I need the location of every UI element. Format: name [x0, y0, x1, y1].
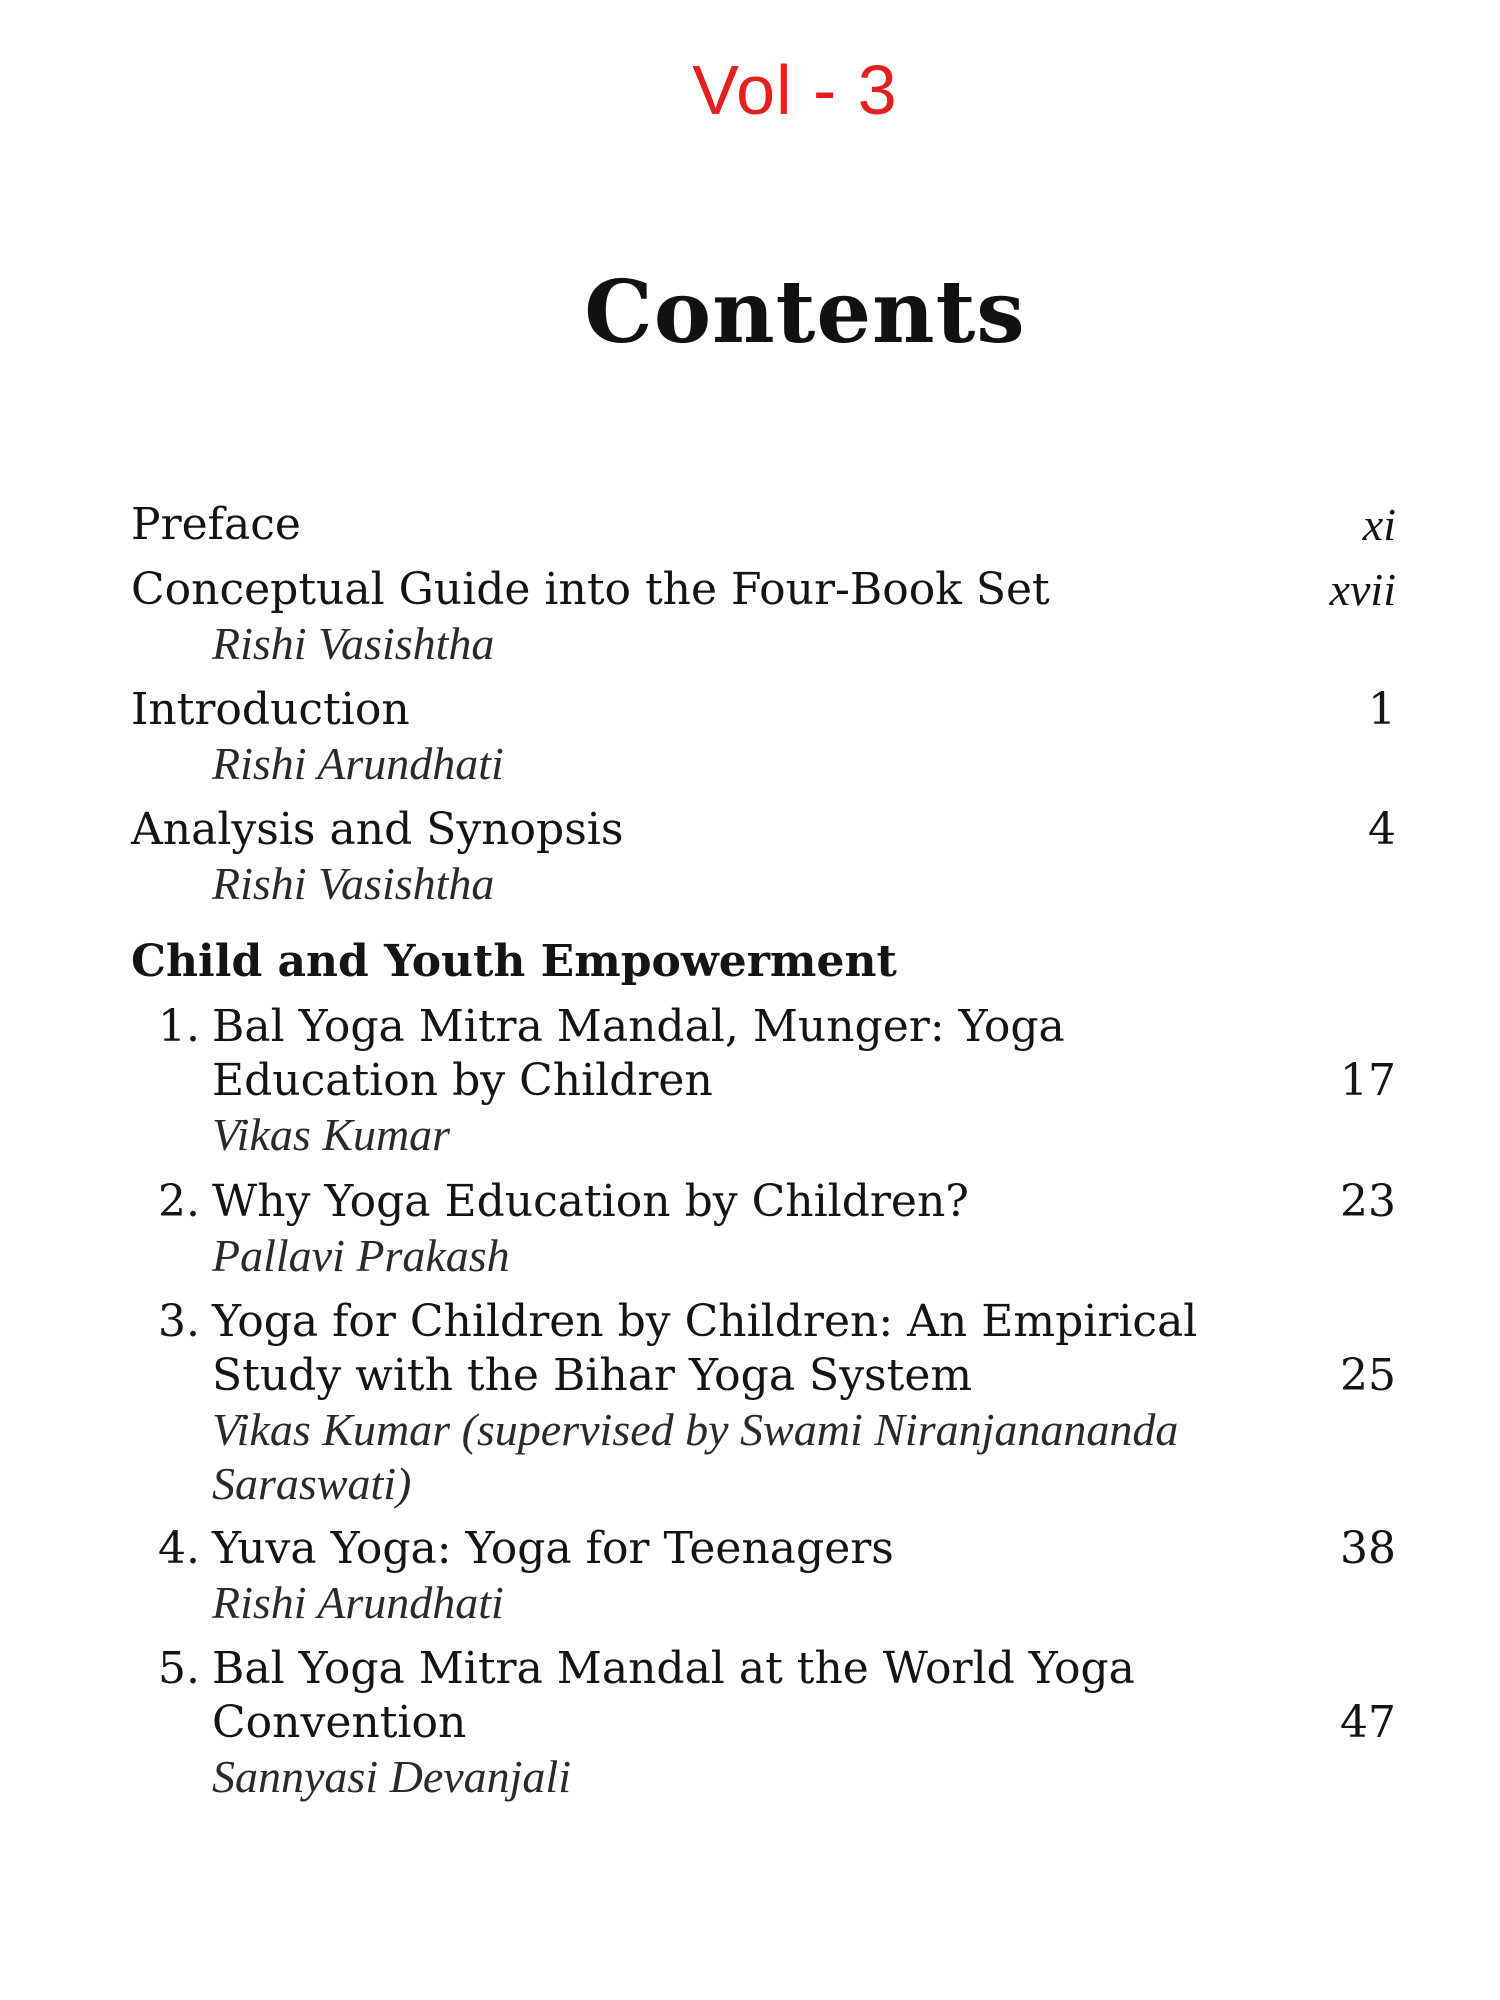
toc-chapter-number: 1. [158, 1001, 200, 1052]
toc-chapter-author: Vikas Kumar (supervised by Swami Niranjanananda [212, 1404, 1179, 1455]
toc-entry-introduction-author: Rishi Arundhati [212, 738, 504, 789]
toc-chapter-title-continued: Convention [212, 1697, 467, 1748]
toc-chapter-title: Bal Yoga Mitra Mandal, Munger: Yoga [212, 1001, 1065, 1052]
toc-chapter-author: Sannyasi Devanjali [212, 1751, 571, 1802]
toc-entry-preface-title: Preface [131, 499, 301, 550]
toc-chapter-page: 17 [1340, 1055, 1396, 1106]
toc-entry-analysis-author: Rishi Vasishtha [212, 858, 495, 909]
toc-chapter-title: Why Yoga Education by Children? [212, 1176, 969, 1227]
toc-chapter-number: 4. [158, 1523, 200, 1574]
toc-entry-introduction-page: 1 [1368, 684, 1396, 735]
page-title: Contents [584, 262, 1026, 363]
toc-chapter-title: Yoga for Children by Children: An Empirical [212, 1296, 1198, 1347]
toc-chapter-title: Bal Yoga Mitra Mandal at the World Yoga [212, 1643, 1135, 1694]
volume-label: Vol - 3 [692, 51, 898, 129]
toc-chapter-page: 25 [1340, 1350, 1396, 1401]
toc-entry-preface-page: xi [1362, 499, 1396, 550]
toc-chapter-title: Yuva Yoga: Yoga for Teenagers [212, 1523, 894, 1574]
toc-chapter-number: 5. [158, 1643, 200, 1694]
toc-section-heading: Child and Youth Empowerment [131, 936, 897, 987]
toc-chapter-page: 23 [1340, 1176, 1396, 1227]
toc-chapter-number: 3. [158, 1296, 200, 1347]
toc-chapter-page: 38 [1340, 1523, 1396, 1574]
toc-chapter-author: Vikas Kumar [212, 1109, 451, 1160]
toc-entry-guide-author: Rishi Vasishtha [212, 618, 495, 669]
toc-entry-guide-page: xvii [1329, 564, 1396, 615]
toc-entry-analysis-page: 4 [1368, 804, 1396, 855]
toc-chapter-author: Rishi Arundhati [212, 1577, 504, 1628]
toc-chapter-title-continued: Education by Children [212, 1055, 713, 1106]
toc-chapter-page: 47 [1340, 1697, 1396, 1748]
toc-chapter-author: Pallavi Prakash [212, 1230, 510, 1281]
toc-entry-guide-title: Conceptual Guide into the Four-Book Set [131, 564, 1050, 615]
toc-entry-introduction-title: Introduction [131, 684, 410, 735]
toc-chapter-author-continued: Saraswati) [212, 1458, 412, 1509]
toc-chapter-title-continued: Study with the Bihar Yoga System [212, 1350, 973, 1401]
toc-chapter-number: 2. [158, 1176, 200, 1227]
toc-entry-analysis-title: Analysis and Synopsis [131, 804, 624, 855]
